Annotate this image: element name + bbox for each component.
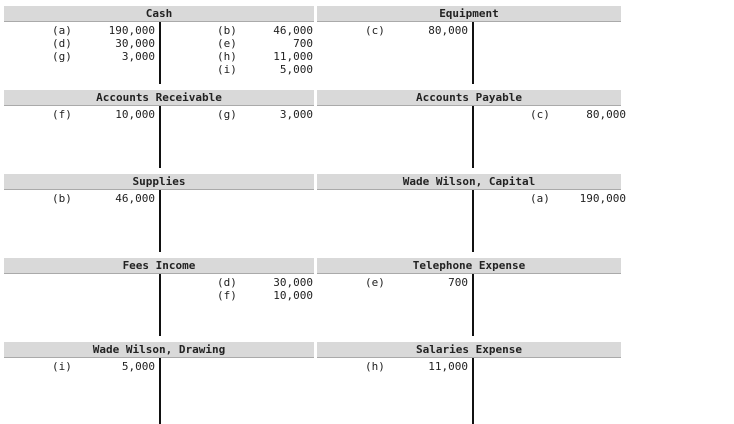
entry-amount: 11,000 bbox=[428, 360, 468, 373]
entry-label: (e) bbox=[217, 37, 237, 50]
debit-side bbox=[4, 360, 159, 373]
credit-side bbox=[161, 108, 316, 121]
credit-entry bbox=[161, 289, 316, 302]
t-account-body bbox=[317, 274, 621, 336]
entry-amount: 3,000 bbox=[279, 108, 313, 121]
credit-entry bbox=[474, 192, 734, 205]
debit-entry bbox=[4, 37, 159, 50]
t-account-body bbox=[4, 190, 314, 252]
t-account-divider bbox=[472, 22, 474, 84]
credit-entry bbox=[161, 108, 316, 121]
entry-amount: 5,000 bbox=[121, 360, 155, 373]
t-account-title: Equipment bbox=[317, 6, 621, 22]
debit-entry bbox=[4, 360, 159, 373]
t-account-title: Accounts Payable bbox=[317, 90, 621, 106]
debit-entry bbox=[317, 360, 472, 373]
debit-entry bbox=[317, 276, 472, 289]
t-account bbox=[4, 342, 314, 424]
credit-entry bbox=[161, 276, 316, 289]
t-account-divider bbox=[472, 358, 474, 424]
t-account-body bbox=[317, 190, 626, 252]
t-account-title: Salaries Expense bbox=[317, 342, 621, 358]
t-account-body bbox=[4, 274, 314, 336]
t-account bbox=[4, 258, 314, 336]
entry-amount: 700 bbox=[293, 37, 313, 50]
debit-side bbox=[317, 360, 472, 373]
t-account-body bbox=[317, 106, 626, 168]
entry-amount: 46,000 bbox=[115, 192, 155, 205]
entry-label: (h) bbox=[365, 360, 385, 373]
entry-label: (e) bbox=[365, 276, 385, 289]
entry-amount: 190,000 bbox=[108, 24, 155, 37]
t-account bbox=[4, 174, 314, 252]
t-account-body bbox=[4, 22, 314, 84]
entry-amount: 10,000 bbox=[273, 289, 313, 302]
credit-side bbox=[161, 276, 316, 302]
t-account-divider bbox=[472, 274, 474, 336]
debit-side bbox=[4, 192, 159, 205]
t-account-title: Wade Wilson, Drawing bbox=[4, 342, 314, 358]
entry-label: (c) bbox=[365, 24, 385, 37]
credit-entry bbox=[474, 108, 734, 121]
debit-entry bbox=[317, 24, 472, 37]
entry-label: (a) bbox=[52, 24, 72, 37]
credit-entry bbox=[161, 37, 316, 50]
entry-amount: 3,000 bbox=[121, 50, 155, 63]
entry-amount: 10,000 bbox=[115, 108, 155, 121]
t-account bbox=[317, 258, 621, 336]
t-account-title: Wade Wilson, Capital bbox=[317, 174, 621, 190]
t-account-title: Supplies bbox=[4, 174, 314, 190]
credit-entry bbox=[161, 63, 316, 76]
entry-amount: 700 bbox=[448, 276, 468, 289]
debit-entry bbox=[4, 24, 159, 37]
entry-amount: 11,000 bbox=[273, 50, 313, 63]
debit-side bbox=[4, 24, 159, 63]
entry-label: (g) bbox=[52, 50, 72, 63]
debit-side bbox=[317, 276, 472, 289]
debit-side bbox=[4, 108, 159, 121]
entry-label: (i) bbox=[217, 63, 237, 76]
debit-entry bbox=[4, 192, 159, 205]
entry-label: (b) bbox=[52, 192, 72, 205]
credit-entry bbox=[161, 50, 316, 63]
t-account-body bbox=[317, 22, 621, 84]
t-account-title: Accounts Receivable bbox=[4, 90, 314, 106]
entry-label: (f) bbox=[52, 108, 72, 121]
t-account-title: Fees Income bbox=[4, 258, 314, 274]
entry-label: (c) bbox=[530, 108, 550, 121]
entry-amount: 190,000 bbox=[579, 192, 626, 205]
entry-label: (f) bbox=[217, 289, 237, 302]
entry-amount: 80,000 bbox=[428, 24, 468, 37]
t-account bbox=[317, 6, 621, 84]
debit-entry bbox=[4, 108, 159, 121]
t-account-body bbox=[4, 358, 314, 424]
t-account bbox=[4, 6, 314, 84]
t-account bbox=[4, 90, 314, 168]
t-account bbox=[317, 342, 621, 424]
entry-amount: 5,000 bbox=[279, 63, 313, 76]
entry-amount: 80,000 bbox=[586, 108, 626, 121]
t-account-divider bbox=[159, 358, 161, 424]
entry-label: (b) bbox=[217, 24, 237, 37]
entry-amount: 46,000 bbox=[273, 24, 313, 37]
t-account bbox=[317, 174, 626, 252]
t-account-body bbox=[317, 358, 621, 424]
credit-entry bbox=[161, 24, 316, 37]
t-account-divider bbox=[159, 190, 161, 252]
entry-label: (h) bbox=[217, 50, 237, 63]
t-account-title: Telephone Expense bbox=[317, 258, 621, 274]
entry-label: (d) bbox=[217, 276, 237, 289]
entry-amount: 30,000 bbox=[115, 37, 155, 50]
t-account bbox=[317, 90, 626, 168]
debit-entry bbox=[4, 50, 159, 63]
entry-label: (i) bbox=[52, 360, 72, 373]
credit-side bbox=[474, 192, 734, 205]
entry-label: (g) bbox=[217, 108, 237, 121]
credit-side bbox=[474, 108, 734, 121]
credit-side bbox=[161, 24, 316, 76]
debit-side bbox=[317, 24, 472, 37]
entry-label: (a) bbox=[530, 192, 550, 205]
entry-label: (d) bbox=[52, 37, 72, 50]
entry-amount: 30,000 bbox=[273, 276, 313, 289]
t-account-title: Cash bbox=[4, 6, 314, 22]
t-account-ledger bbox=[4, 6, 626, 424]
t-account-body bbox=[4, 106, 314, 168]
